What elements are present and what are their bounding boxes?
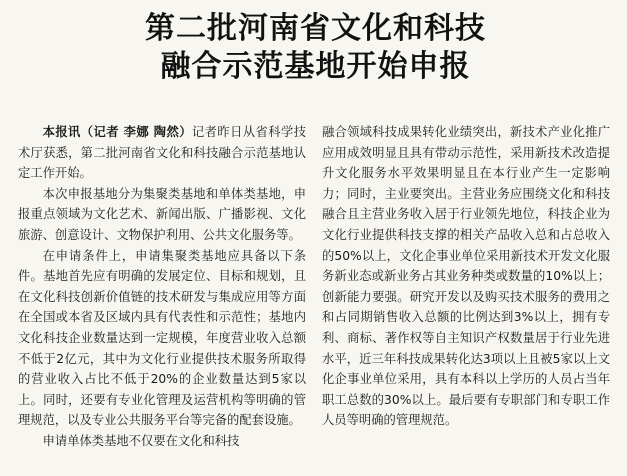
paragraph-single-base-start: 申请单体类基地不仅要在文化和科技 [42,433,240,448]
headline-line-2: 融合示范基地开始申报 [160,49,471,84]
paragraph-cluster-base-conditions: 在申请条件上，申请集聚类基地应具备以下条件。基地首先应有明确的发展定位、目标和规划，且在文化科技创新价值链的技术研发与集成应用等方面在全国或本省及区域内具有代表性和示范性；基地内文化科技企业数量达到一定规模，年度营业收入总额不低于2亿元，其中为文化行业提供技术服务所取得的营业收入占比不低于20%的企业数量达到5家以上。同时，还要有专业化管理及运营机构等明确的管理规范，以及专业公共服务平台等完备的配套设施。 [18,248,307,428]
paragraph-application-scope: 本次申报基地分为集聚类基地和单体类基地，申报重点领域为文化艺术、新闻出版、广播影视、文化旅游、创意设计、文物保护利用、公共文化服务等。 [18,186,306,242]
right-column [322,122,610,452]
lead-paragraph-text: 记者昨日从省科学技术厅获悉，第二批河南省文化和科技融合示范基地认定工作开始。 [18,125,306,181]
article-body [18,122,617,452]
article-headline [18,10,613,86]
byline: 本报讯（记者 李娜 陶然） [42,125,192,139]
headline-line-1: 第二批河南省文化和科技 [145,11,486,46]
lead-paragraph [18,122,306,184]
left-column [18,122,306,452]
paragraph-single-base-conditions: 融合领域科技成果转化业绩突出，新技术产业化推广应用成效明显且具有带动示范性，采用新技术改造提升文化服务水平效果明显且在本行业产生一定影响力；同时，主业要突出。主营业务应围绕文化和科技融合且主营业务收入居于行业领先地位，科技企业为文化行业提供科技支撑的相关产品收入总和占总收入的50%以上，文化企事业单位采用新技术开发文化服务新业态或新业务占其业务种类或数量的10%以上；创新能力要强。研究开发以及购买技术服务的费用之和占同期销售收入总额的比例达到3%以上，拥有专利、商标、著作权等自主知识产权数量居于行业先进水平，近三年科技成果转化达3项以上且被5家以上文化企事业单位采用，具有本科以上学历的人员占当年职工总数的30%以上。最后要有专职部门和专职工作人员等明确的管理规范。 [322,125,610,428]
